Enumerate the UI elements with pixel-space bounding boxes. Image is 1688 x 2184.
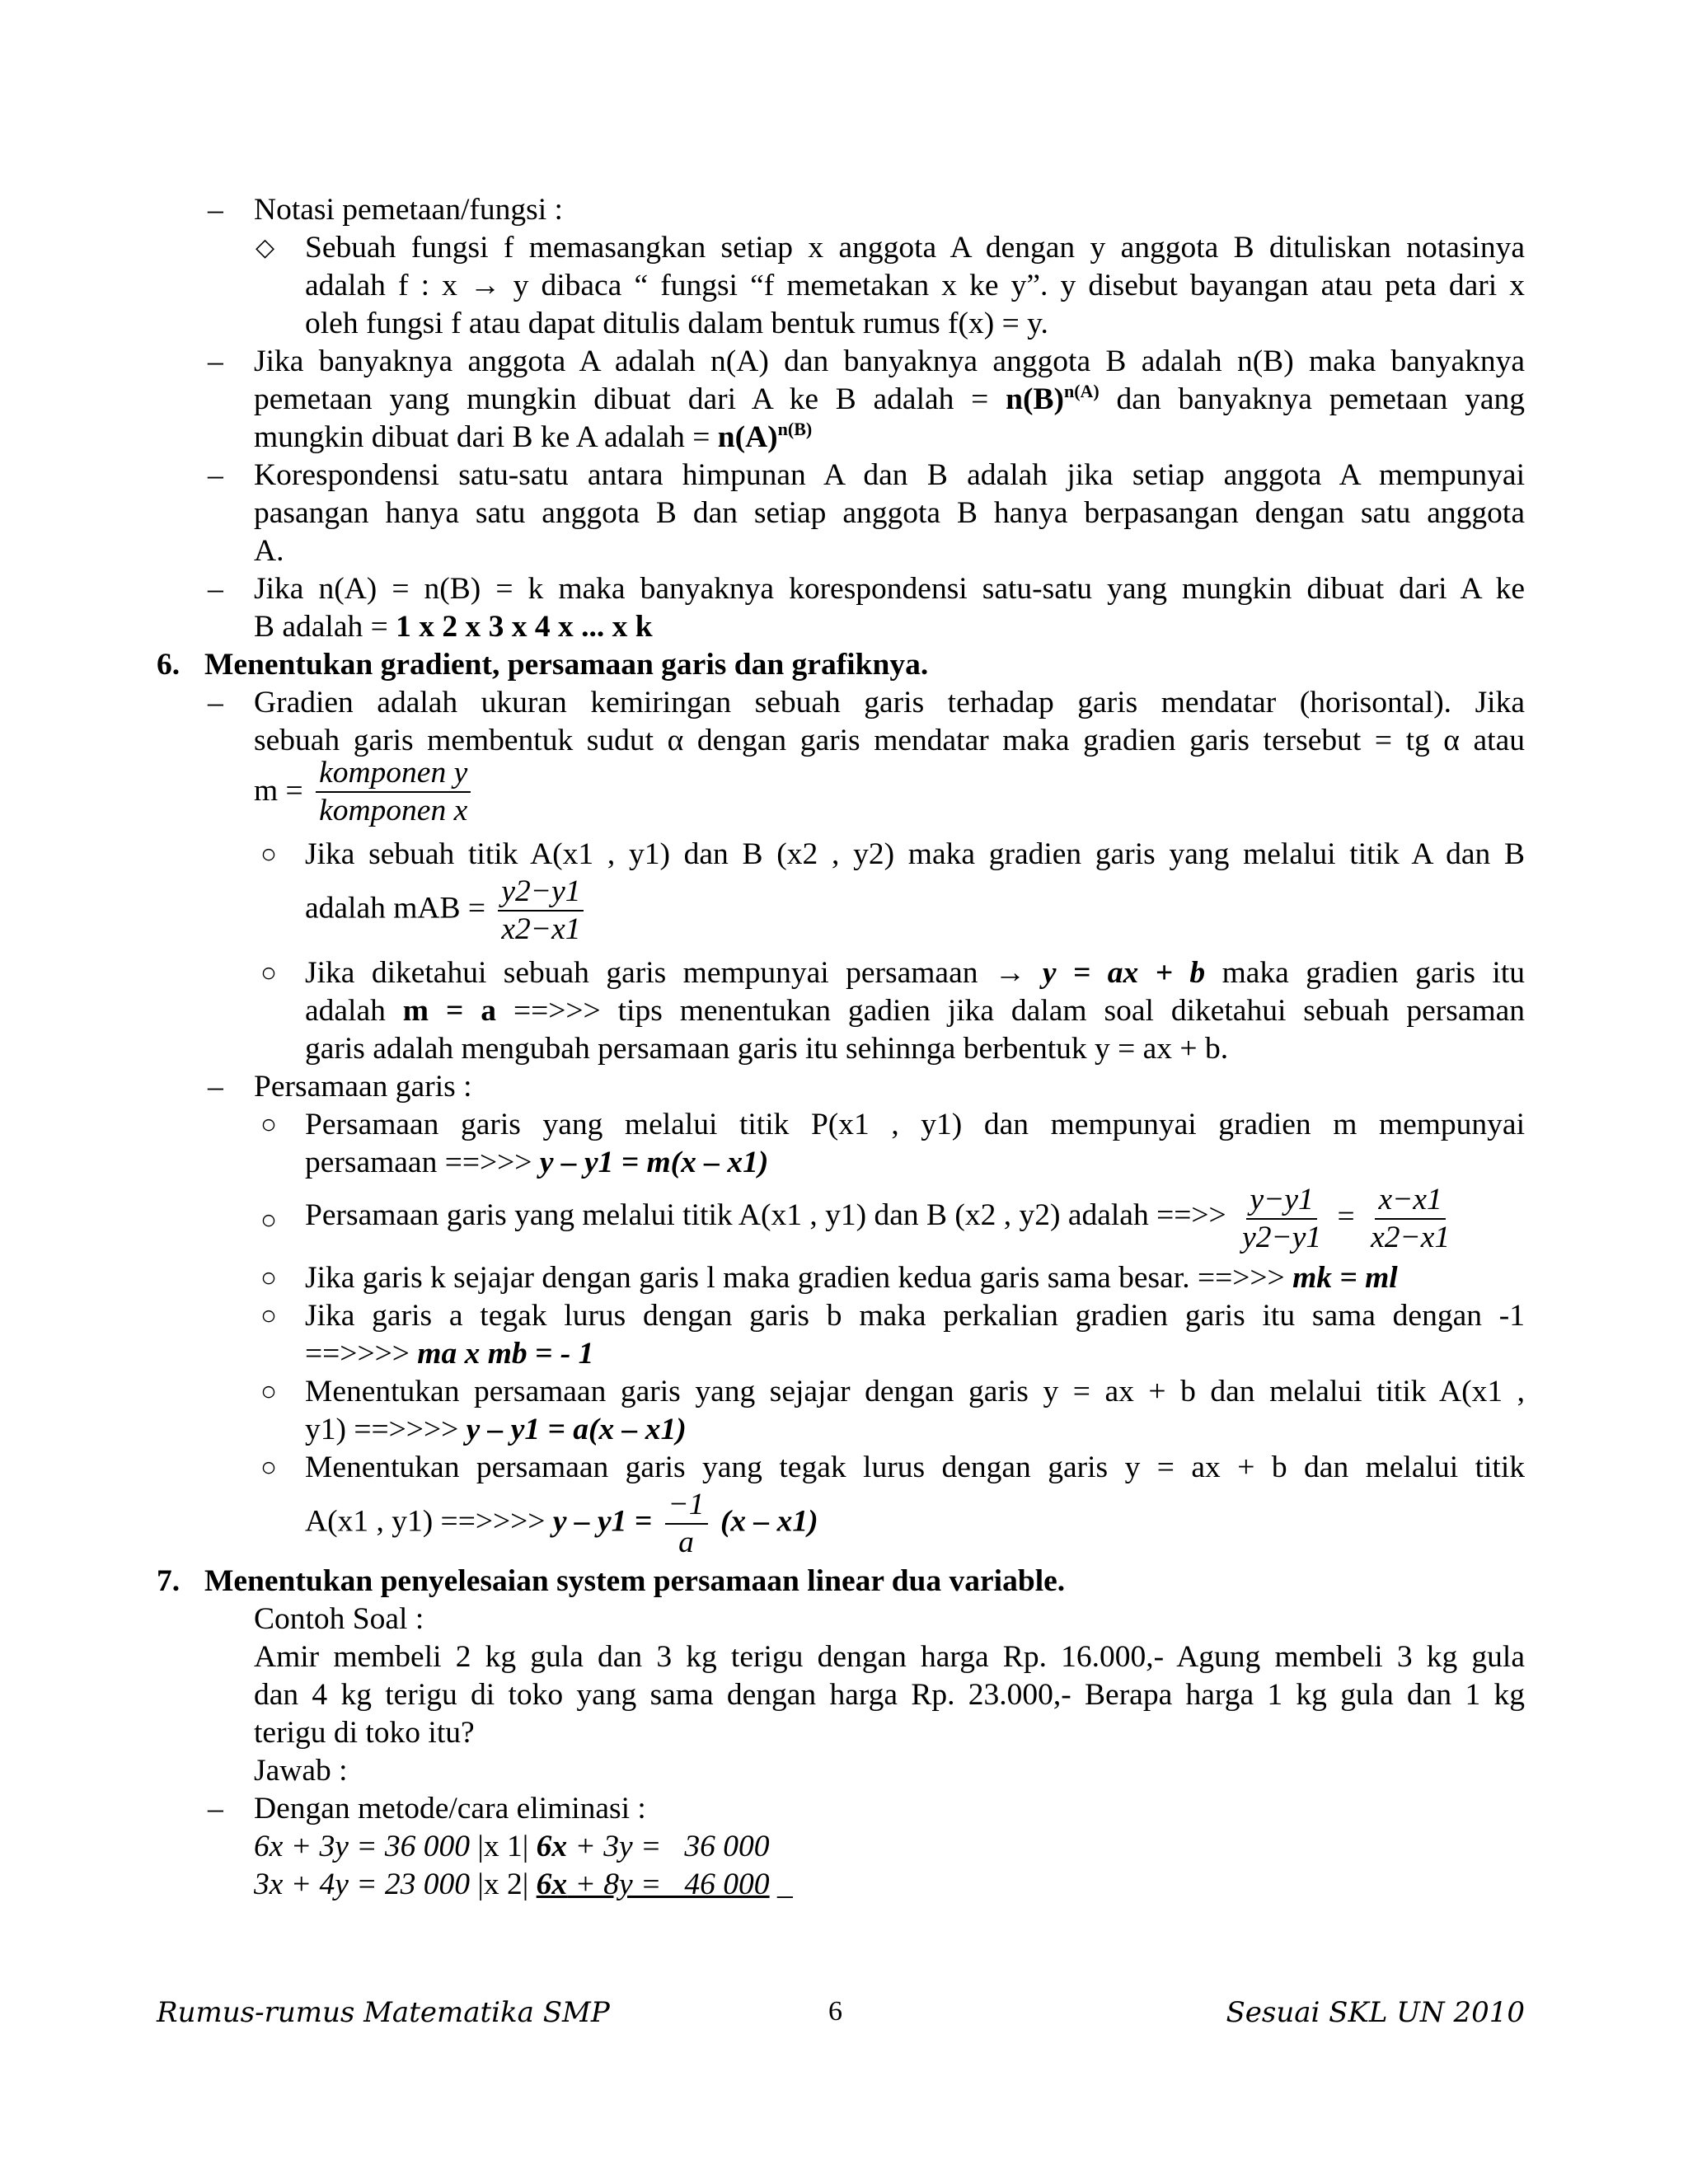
pg4-text-1: Jika garis a tegak lurus dengan garis b maka perkalian gradien garis itu sama dengan -1 <box>305 1299 1525 1333</box>
page-content <box>157 191 1525 1904</box>
section-6-number: 6. <box>157 648 181 682</box>
diket-line-2 <box>157 992 1525 1030</box>
pg5-formula: y – y1 = a(x – x1) <box>466 1413 687 1446</box>
nk-formula: 1 x 2 x 3 x 4 x ... x k <box>396 610 653 644</box>
section-6-heading <box>157 646 1525 684</box>
page-number: 6 <box>828 1996 842 2027</box>
footer-left-title: Rumus-rumus Matematika SMP <box>157 1996 610 2029</box>
notasi-title: Notasi pemetaan/fungsi : <box>254 193 563 227</box>
pg6-fraction <box>665 1487 708 1561</box>
pg3-line <box>157 1259 1525 1297</box>
mab-numerator: y2−y1 <box>498 874 584 912</box>
koresp-text-2: pasangan hanya satu anggota B dan setiap anggota B hanya berpasangan dengan satu anggota <box>254 496 1525 530</box>
soal-line-2 <box>157 1676 1525 1714</box>
circle-bullet-icon: ○ <box>260 1263 277 1293</box>
nk-line-1 <box>157 570 1525 608</box>
pg6-numerator: −1 <box>665 1487 708 1525</box>
jumlah-exponent-na: n(A) <box>1063 381 1100 401</box>
mab-label: adalah mAB = <box>305 891 486 926</box>
grad-text-1: Gradien adalah ukuran kemiringan sebuah garis terhadap garis mendatar (horisontal). Jika <box>254 686 1525 719</box>
jawab-line <box>157 1752 1525 1790</box>
circle-bullet-icon: ○ <box>260 1206 277 1235</box>
elim-title-line <box>157 1790 1525 1828</box>
notasi-line-3 <box>157 305 1525 343</box>
jumlah-text-3a: mungkin dibuat dari B ke A adalah = <box>254 420 710 454</box>
mab-fraction <box>498 874 584 948</box>
mab-denominator: x2−x1 <box>501 912 581 946</box>
jumlah-formula-nb: n(B) <box>1006 382 1064 416</box>
pg2-left-denominator: y2−y1 <box>1242 1221 1322 1254</box>
pg3-text: Jika garis k sejajar dengan garis l maka gradien kedua garis sama besar. ==>>> <box>305 1261 1285 1295</box>
nk-text-2a: B adalah = <box>254 610 388 644</box>
dash-bullet: – <box>208 458 223 492</box>
diket-text-1c: maka gradien garis itu <box>1221 956 1526 990</box>
m-fraction-numerator: komponen y <box>316 755 471 793</box>
dash-bullet: – <box>208 193 223 227</box>
jumlah-text-2d: dan banyaknya pemetaan yang <box>1116 382 1526 416</box>
contoh-soal-label: Contoh Soal : <box>254 1602 424 1636</box>
nk-text-1: Jika n(A) = n(B) = k maka banyaknya korespondensi satu-satu yang mungkin dibuat dari A ke <box>254 572 1525 606</box>
elim-line-2: 3x + 4y = 23 000 |x 2| 6x + 8y = 46 000 _ <box>254 1868 793 1901</box>
pg5-line-2 <box>157 1411 1525 1449</box>
soal-text-2: dan 4 kg terigu di toko yang sama dengan harga Rp. 23.000,- Berapa harga 1 kg gula dan 1 kg <box>254 1678 1525 1712</box>
circle-bullet-icon: ○ <box>260 840 277 869</box>
koresp-line-1 <box>157 457 1525 494</box>
koresp-text-3: A. <box>254 534 284 568</box>
jumlah-line-1 <box>157 343 1525 381</box>
contoh-line <box>157 1601 1525 1638</box>
section-7-number: 7. <box>157 1564 181 1598</box>
pg1-text-2a: persamaan ==>>> <box>305 1146 532 1179</box>
dash-bullet: – <box>208 344 223 378</box>
circle-bullet-icon: ○ <box>260 1453 277 1483</box>
m-fraction-denominator: komponen x <box>319 794 468 827</box>
diket-line-1 <box>157 954 1525 992</box>
diket-text-2c: ==>>> tips menentukan gadien jika dalam soal diketahui sebuah persaman <box>513 994 1526 1028</box>
pg1-text-1: Persamaan garis yang melalui titik P(x1 , y1) dan mempunyai gradien m mempunyai <box>305 1108 1525 1141</box>
nk-line-2 <box>157 608 1525 646</box>
elim-underscore: _ <box>776 1868 793 1901</box>
pg6-denominator: a <box>678 1526 694 1559</box>
pg6-text-1: Menentukan persamaan garis yang tegak lurus dengan garis y = ax + b dan melalui titik <box>305 1451 1525 1484</box>
pg4-line-1 <box>157 1297 1525 1335</box>
pg5-text-2a: y1) ==>>>> <box>305 1413 459 1446</box>
notasi-title-line <box>157 191 1525 229</box>
pg5-line-1 <box>157 1373 1525 1411</box>
dash-bullet: – <box>208 686 223 719</box>
pg2-fraction-right <box>1367 1182 1453 1256</box>
elim-line-1: 6x + 3y = 36 000 |x 1| 6x + 3y = 36 000 <box>254 1830 770 1863</box>
elim-eq-2: 3x + 4y = 23 000 <box>254 1868 471 1901</box>
section-7-title: Menentukan penyelesaian system persamaan linear dua variable. <box>204 1564 1066 1598</box>
pg6-line-2 <box>157 1487 1525 1563</box>
diket-equation: y = ax + b <box>1042 956 1206 990</box>
pg2-line <box>157 1182 1525 1259</box>
jumlah-line-3 <box>157 419 1525 457</box>
circle-bullet-icon: ○ <box>260 1377 277 1407</box>
grad-text-2: sebuah garis membentuk sudut α dengan garis mendatar maka gradien garis tersebut = tg α atau <box>254 724 1525 757</box>
pg3-formula: mk = ml <box>1292 1261 1398 1295</box>
dash-bullet: – <box>208 1792 223 1825</box>
soal-line-1 <box>157 1638 1525 1676</box>
diket-text-3: garis adalah mengubah persamaan garis itu sehinnga berbentuk y = ax + b. <box>305 1032 1229 1066</box>
notasi-line-1 <box>157 229 1525 267</box>
pg2-text: Persamaan garis yang melalui titik A(x1 , y1) dan B (x2 , y2) adalah ==>> <box>305 1197 1226 1232</box>
m-equals: m = <box>254 773 303 808</box>
jumlah-text-1: Jika banyaknya anggota A adalah n(A) dan banyaknya anggota B adalah n(B) maka banyaknya <box>254 344 1525 378</box>
circle-bullet-icon: ○ <box>260 1110 277 1140</box>
pg4-formula: ma x mb = - 1 <box>417 1337 594 1371</box>
koresp-text-1: Korespondensi satu-satu antara himpunan A dan B adalah jika setiap anggota A mempunyai <box>254 458 1525 492</box>
m-fraction <box>316 755 471 829</box>
grad-line-1 <box>157 684 1525 722</box>
page-footer <box>157 1996 1525 2032</box>
elim-multiplier-2: |x 2| <box>477 1868 529 1901</box>
titik-text-1: Jika sebuah titik A(x1 , y1) dan B (x2 , y2) maka gradien garis yang melalui titik A dan B <box>305 837 1525 871</box>
notasi-text-3: oleh fungsi f atau dapat ditulis dalam bentuk rumus f(x) = y. <box>305 307 1048 340</box>
diket-line-3 <box>157 1030 1525 1068</box>
elim-title: Dengan metode/cara eliminasi : <box>254 1792 646 1825</box>
koresp-line-3 <box>157 532 1525 570</box>
m-formula-line <box>157 756 1525 836</box>
circle-bullet-icon: ○ <box>260 958 277 988</box>
circle-bullet-icon: ○ <box>260 1301 277 1331</box>
jumlah-formula-na: n(A) <box>717 420 778 454</box>
diket-text-2a: adalah <box>305 994 386 1028</box>
pg6-formula-right: (x – x1) <box>720 1504 818 1539</box>
pg-title-line <box>157 1068 1525 1106</box>
pg6-formula-left: y – y1 = <box>552 1504 653 1539</box>
pg2-equals: = <box>1337 1199 1355 1234</box>
pg2-right-numerator: x−x1 <box>1375 1182 1445 1220</box>
elim-multiplier-1: |x 1| <box>477 1830 529 1863</box>
pg2-fraction-left <box>1239 1182 1325 1256</box>
diket-m-equals-a: m = a <box>402 994 496 1028</box>
pg4-text-2a: ==>>>> <box>305 1337 410 1371</box>
pg1-formula: y – y1 = m(x – x1) <box>539 1146 769 1179</box>
dash-bullet: – <box>208 572 223 606</box>
section-7-heading <box>157 1563 1525 1601</box>
elim-eq-1: 6x + 3y = 36 000 <box>254 1830 471 1863</box>
pg1-line-2 <box>157 1144 1525 1182</box>
soal-text-3: terigu di toko itu? <box>254 1716 475 1750</box>
section-6-title: Menentukan gradient, persamaan garis dan grafiknya. <box>204 648 929 682</box>
notasi-text-2: adalah f : x → y dibaca “ fungsi “f memetakan x ke y”. y disebut bayangan atau peta dari x <box>305 269 1525 302</box>
pg2-right-denominator: x2−x1 <box>1371 1221 1451 1254</box>
pg2-left-numerator: y−y1 <box>1246 1182 1316 1220</box>
koresp-line-2 <box>157 494 1525 532</box>
diket-text-1a: Jika diketahui sebuah garis mempunyai persamaan → <box>305 956 1026 990</box>
pg6-line-1 <box>157 1449 1525 1487</box>
mab-line <box>157 874 1525 954</box>
jawab-label: Jawab : <box>254 1754 348 1788</box>
pg6-text-2a: A(x1 , y1) ==>>>> <box>305 1504 546 1539</box>
pg5-text-1: Menentukan persamaan garis yang sejajar dengan garis y = ax + b dan melalui titik A(x1 , <box>305 1375 1525 1408</box>
pg4-line-2 <box>157 1335 1525 1373</box>
soal-line-3 <box>157 1714 1525 1752</box>
pg1-line-1 <box>157 1106 1525 1144</box>
jumlah-text-2a: pemetaan yang mungkin dibuat dari A ke B adalah = <box>254 382 989 416</box>
titik-line-1 <box>157 836 1525 874</box>
notasi-text-1: Sebuah fungsi f memasangkan setiap x anggota A dengan y anggota B dituliskan notasinya <box>305 231 1525 265</box>
jumlah-line-2 <box>157 381 1525 419</box>
soal-text-1: Amir membeli 2 kg gula dan 3 kg terigu dengan harga Rp. 16.000,- Agung membeli 3 kg gula <box>254 1640 1525 1674</box>
notasi-line-2 <box>157 267 1525 305</box>
jumlah-exponent-nb: n(B) <box>777 419 813 439</box>
footer-right-title: Sesuai SKL UN 2010 <box>1226 1996 1525 2029</box>
dash-bullet: – <box>208 1070 223 1104</box>
diamond-bullet-icon: ◇ <box>256 234 275 261</box>
pg-title: Persamaan garis : <box>254 1070 472 1104</box>
